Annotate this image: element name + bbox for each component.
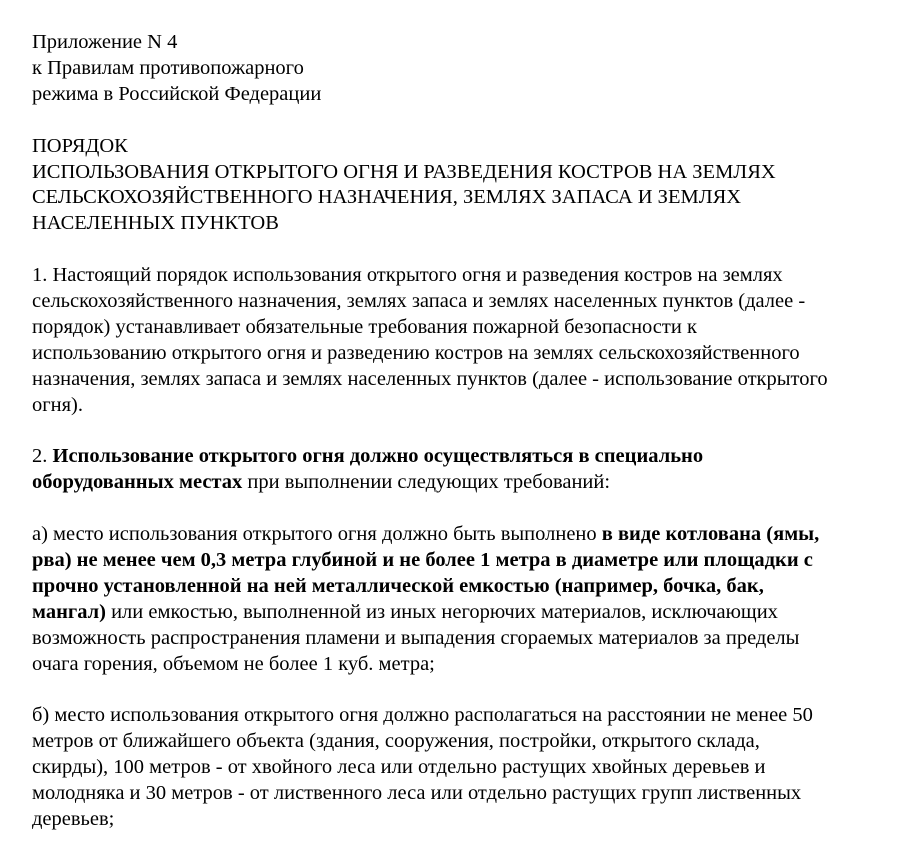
appendix-rules-ref: к Правилам противопожарного [32, 56, 304, 79]
paragraph-line: огня). [32, 393, 84, 416]
document-heading [32, 134, 912, 238]
heading-line-4: НАСЕЛЕННЫХ ПУНКТОВ [32, 212, 279, 235]
paragraph-line [32, 522, 912, 548]
paragraph-line: б) место использования открытого огня должно располагаться на расстоянии не менее 50 [32, 704, 813, 727]
plain-text: а) место использования открытого огня должно быть выполнено [32, 523, 602, 546]
bold-text: Использование открытого огня должно осуществляться в специально [52, 445, 704, 468]
paragraph-line: молодняка и 30 метров - от лиственного леса или отдельно растущих групп лиственных [32, 782, 802, 805]
paragraph-line: порядок) устанавливает обязательные требования пожарной безопасности к [32, 315, 697, 338]
appendix-country-ref: режима в Российской Федерации [32, 82, 322, 105]
paragraph-line [32, 444, 912, 470]
document-page [32, 30, 912, 833]
plain-text: или емкостью, выполненной из иных негорючих материалов, исключающих [105, 600, 778, 623]
paragraph-number: 2. [32, 445, 53, 468]
paragraph-line: сельскохозяйственного назначения, землях запаса и землях населенных пунктов (далее - [32, 290, 806, 313]
paragraph-line [32, 600, 912, 626]
bold-text: оборудованных местах [32, 471, 243, 494]
paragraph-line: очага горения, объемом не более 1 куб. метра; [32, 652, 435, 675]
paragraph-line: деревьев; [32, 808, 115, 831]
paragraph-b [32, 703, 912, 833]
paragraph-line: назначения, землях запаса и землях населенных пунктов (далее - использование открытого [32, 367, 828, 390]
paragraph-line: использованию открытого огня и разведению костров на землях сельскохозяйственного [32, 341, 800, 364]
heading-line-1: ПОРЯДОК [32, 134, 128, 157]
heading-line-2: ИСПОЛЬЗОВАНИЯ ОТКРЫТОГО ОГНЯ И РАЗВЕДЕНИЯ КОСТРОВ НА ЗЕМЛЯХ [32, 160, 776, 183]
paragraph-line: скирды), 100 метров - от хвойного леса или отдельно растущих хвойных деревьев и [32, 756, 766, 779]
paragraph-2 [32, 444, 912, 496]
bold-text: мангал) [32, 600, 106, 623]
paragraph-line: возможность распространения пламени и выпадения сгораемых материалов за пределы [32, 626, 800, 649]
bold-text: в виде котлована (ямы, [601, 523, 820, 546]
bold-text: прочно установленной на ней металлической емкостью (например, бочка, бак, [32, 574, 764, 597]
paragraph-line: метров от ближайшего объекта (здания, сооружения, постройки, открытого склада, [32, 730, 760, 753]
heading-line-3: СЕЛЬСКОХОЗЯЙСТВЕННОГО НАЗНАЧЕНИЯ, ЗЕМЛЯХ ЗАПАСА И ЗЕМЛЯХ [32, 186, 742, 209]
appendix-reference [32, 30, 912, 108]
paragraph-line [32, 548, 912, 574]
paragraph-a [32, 522, 912, 677]
paragraph-line: 1. Настоящий порядок использования открытого огня и разведения костров на землях [32, 264, 783, 287]
paragraph-1 [32, 263, 912, 418]
appendix-number: Приложение N 4 [32, 31, 178, 53]
bold-text: рва) не менее чем 0,3 метра глубиной и не более 1 метра в диаметре или площадки с [32, 549, 813, 572]
paragraph-line [32, 470, 912, 496]
plain-text: при выполнении следующих требований: [242, 471, 611, 494]
paragraph-line [32, 574, 912, 600]
